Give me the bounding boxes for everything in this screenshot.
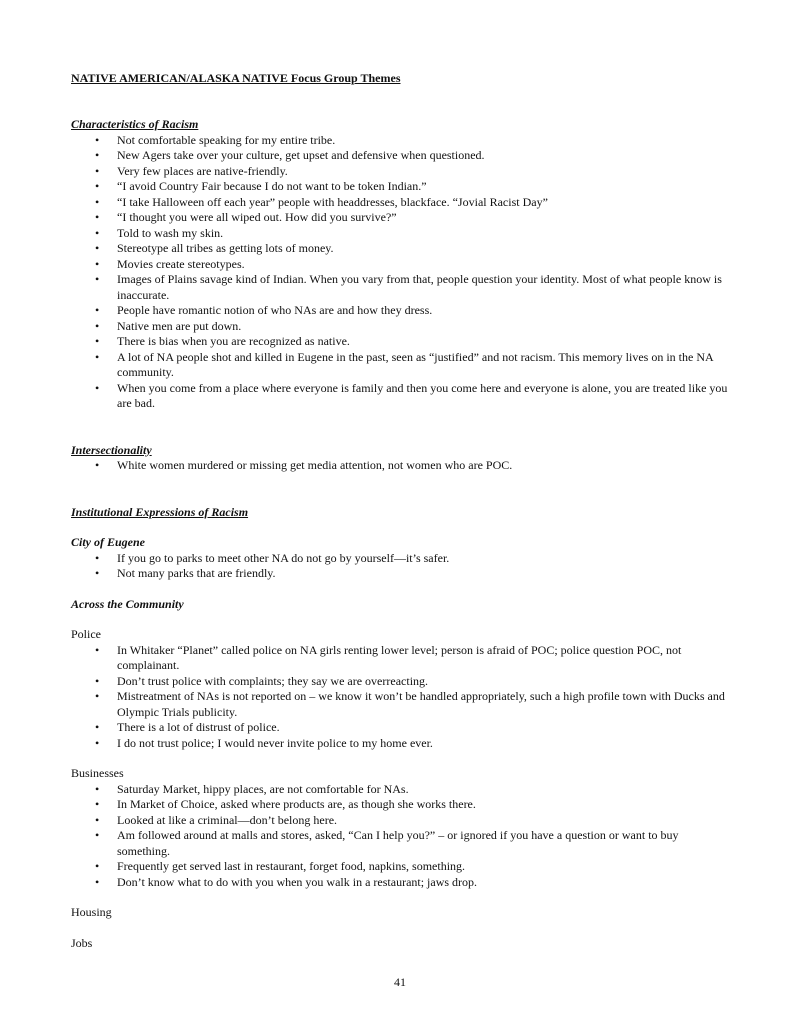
list-item: • “I take Halloween off each year” people with headdresses, blackface. “Jovial Racist Day” bbox=[71, 195, 731, 211]
heading-housing: Housing bbox=[71, 905, 112, 919]
list-item: • New Agers take over your culture, get upset and defensive when questioned. bbox=[71, 148, 731, 164]
list-item: • Don’t trust police with complaints; they say we are overreacting. bbox=[71, 674, 731, 690]
list-item: • Very few places are native-friendly. bbox=[71, 164, 731, 180]
list-intersectionality bbox=[71, 458, 731, 474]
list-item: • Native men are put down. bbox=[71, 319, 731, 335]
heading-city-of-eugene: City of Eugene bbox=[71, 535, 145, 549]
heading-institutional: Institutional Expressions of Racism bbox=[71, 504, 249, 519]
list-item: • Don’t know what to do with you when you walk in a restaurant; jaws drop. bbox=[71, 875, 731, 891]
heading-across-community: Across the Community bbox=[71, 596, 184, 611]
list-item: • There is bias when you are recognized as native. bbox=[71, 334, 731, 350]
heading-characteristics: Characteristics of Racism bbox=[71, 117, 199, 131]
list-businesses bbox=[71, 782, 731, 891]
heading-police: Police bbox=[71, 627, 101, 641]
heading-intersectionality: Intersectionality bbox=[71, 442, 152, 457]
list-item: • “I avoid Country Fair because I do not want to be token Indian.” bbox=[71, 179, 731, 195]
list-item: • Not many parks that are friendly. bbox=[71, 566, 731, 582]
page-number: 41 bbox=[394, 975, 406, 989]
heading-jobs: Jobs bbox=[71, 935, 93, 950]
list-item: • Looked at like a criminal—don’t belong here. bbox=[71, 813, 731, 829]
list-item: • There is a lot of distrust of police. bbox=[71, 720, 731, 736]
list-item: • People have romantic notion of who NAs are and how they dress. bbox=[71, 303, 731, 319]
document-page bbox=[71, 71, 731, 951]
list-item: • White women murdered or missing get media attention, not women who are POC. bbox=[71, 458, 731, 474]
list-item: • When you come from a place where everyone is family and then you come here and everyone is alone, you are treated like you are bad. bbox=[71, 381, 731, 412]
list-item: • A lot of NA people shot and killed in Eugene in the past, seen as “justified” and not racism. This memory lives on in the NA community. bbox=[71, 350, 731, 381]
heading-businesses: Businesses bbox=[71, 766, 124, 780]
list-item: • Told to wash my skin. bbox=[71, 226, 731, 242]
list-item: • If you go to parks to meet other NA do not go by yourself—it’s safer. bbox=[71, 551, 731, 567]
list-item: • In Market of Choice, asked where products are, as though she works there. bbox=[71, 797, 731, 813]
list-item: • Images of Plains savage kind of Indian. When you vary from that, people question your identity. Most of what people know is inaccurate. bbox=[71, 272, 731, 303]
list-item: • I do not trust police; I would never invite police to my home ever. bbox=[71, 736, 731, 752]
list-item: • Saturday Market, hippy places, are not comfortable for NAs. bbox=[71, 782, 731, 798]
list-city-of-eugene bbox=[71, 551, 731, 582]
list-item: • Am followed around at malls and stores, asked, “Can I help you?” – or ignored if you have a question or want to buy something. bbox=[71, 828, 731, 859]
list-item: • Movies create stereotypes. bbox=[71, 257, 731, 273]
list-item: • Stereotype all tribes as getting lots of money. bbox=[71, 241, 731, 257]
list-item: • Not comfortable speaking for my entire tribe. bbox=[71, 133, 731, 149]
list-characteristics bbox=[71, 133, 731, 412]
list-police bbox=[71, 643, 731, 752]
list-item: • Mistreatment of NAs is not reported on – we know it won’t be handled appropriately, such a high profile town with Ducks and Olympic Trials publicity. bbox=[71, 689, 731, 720]
list-item: • In Whitaker “Planet” called police on NA girls renting lower level; person is afraid of POC; police question POC, not complainant. bbox=[71, 643, 731, 674]
document-title: NATIVE AMERICAN/ALASKA NATIVE Focus Group Themes bbox=[71, 71, 401, 85]
list-item: • “I thought you were all wiped out. How did you survive?” bbox=[71, 210, 731, 226]
list-item: • Frequently get served last in restaurant, forget food, napkins, something. bbox=[71, 859, 731, 875]
